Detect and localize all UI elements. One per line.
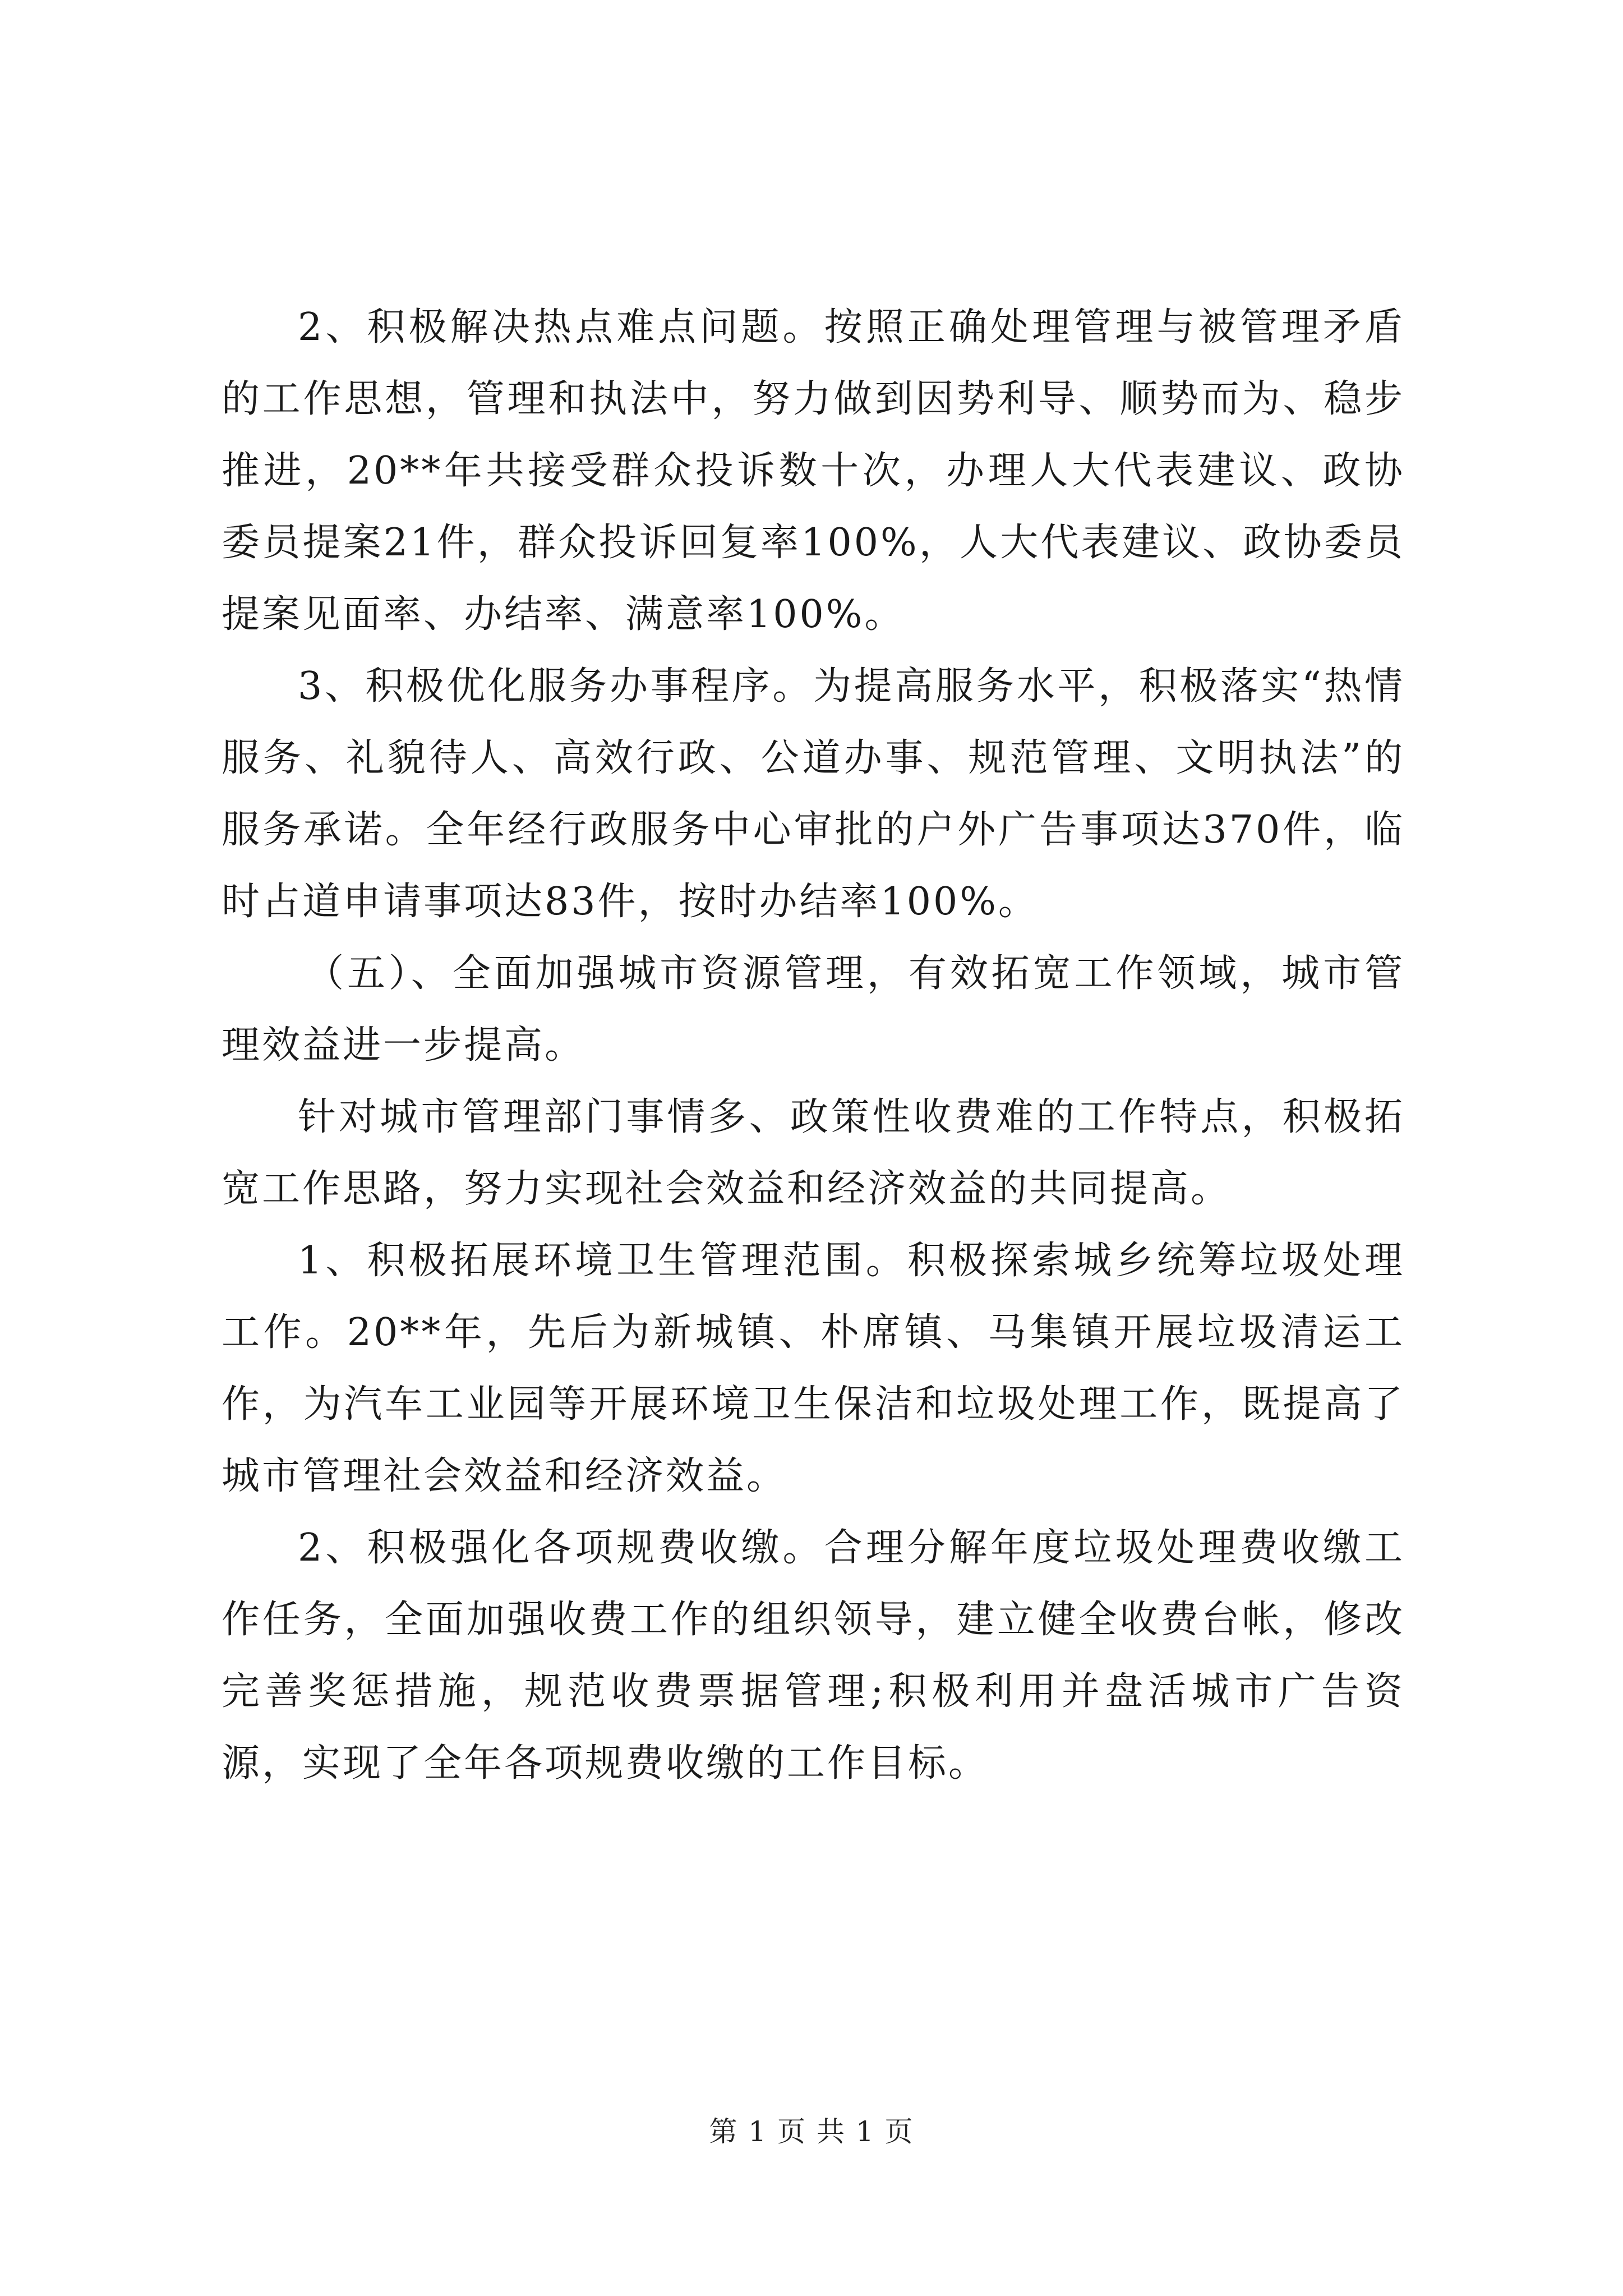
- paragraph-item-1-sanitation: 1、积极拓展环境卫生管理范围。积极探索城乡统筹垃圾处理工作。20**年，先后为新城镇、朴席镇、马集镇开展垃圾清运工作，为汽车工业园等开展环境卫生保洁和垃圾处理工作，既提高了城市管理社会效益和经济效益。: [222, 1239, 1405, 1498]
- paragraph-item-3-service: 3、积极优化服务办事程序。为提高服务水平，积极落实“热情服务、礼貌待人、高效行政、公道办事、规范管理、文明执法”的服务承诺。全年经行政服务中心审批的户外广告事项达370件，临时占道申请事项达83件，按时办结率100%。: [222, 664, 1405, 924]
- section-heading-five: （五）、全面加强城市资源管理，有效拓宽工作领域，城市管理效益进一步提高。: [222, 951, 1405, 1068]
- paragraph-item-2-hotspot: 2、积极解决热点难点问题。按照正确处理管理与被管理矛盾的工作思想，管理和执法中，努力做到因势利导、顺势而为、稳步推进，20**年共接受群众投诉数十次，办理人大代表建议、政协委员提案21件，群众投诉回复率100%，人大代表建议、政协委员提案见面率、办结率、满意率100%。: [222, 305, 1405, 637]
- paragraph-item-2-fees: 2、积极强化各项规费收缴。合理分解年度垃圾处理费收缴工作任务，全面加强收费工作的组织领导，建立健全收费台帐，修改完善奖惩措施，规范收费票据管理;积极利用并盘活城市广告资源，实现了全年各项规费收缴的工作目标。: [222, 1526, 1405, 1786]
- page-number-footer: 第 1 页 共 1 页: [709, 2115, 914, 2148]
- document-body: [222, 292, 1405, 1800]
- paragraph-intro: 针对城市管理部门事情多、政策性收费难的工作特点，积极拓宽工作思路，努力实现社会效益和经济效益的共同提高。: [222, 1095, 1405, 1211]
